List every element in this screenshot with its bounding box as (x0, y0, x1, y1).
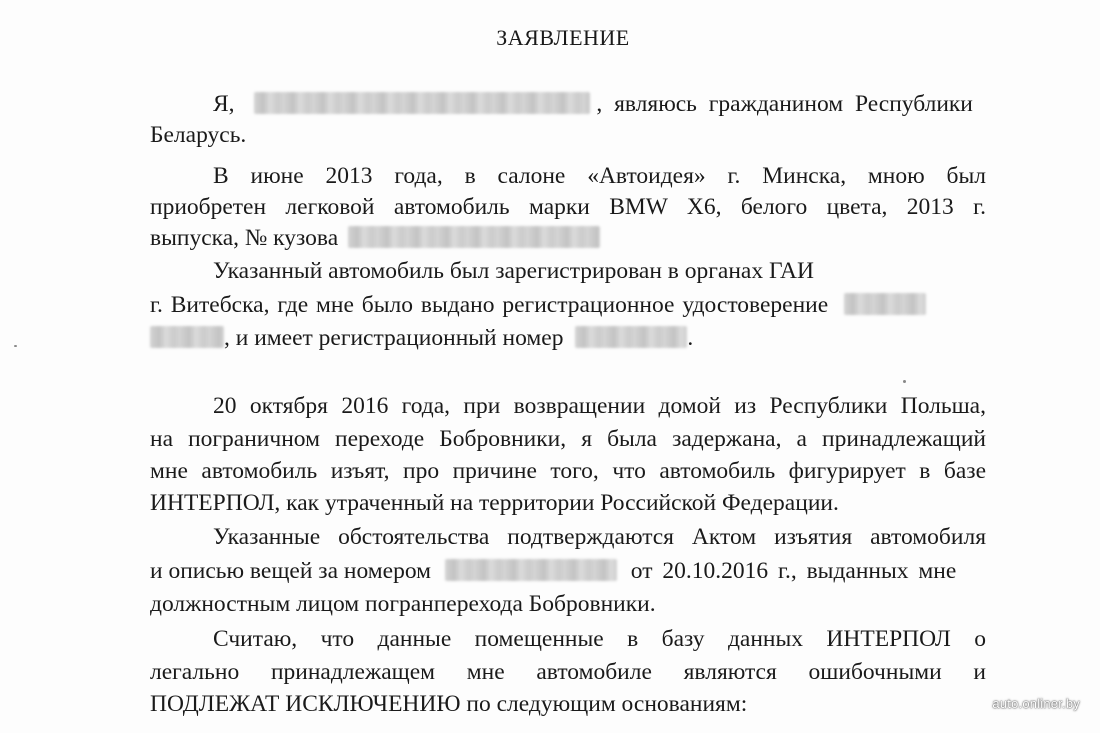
scan-speck (903, 380, 906, 383)
text-fragment: г. Витебска, где мне было выдано регистрационное удостоверение (150, 292, 829, 318)
paragraph-3-line-3 (150, 323, 986, 354)
text-fragment: и описью вещей за номером (150, 558, 431, 584)
redacted-certificate-number (844, 293, 926, 315)
document-title: ЗАЯВЛЕНИЕ (496, 25, 630, 50)
text-fragment: , являюсь гражданином Республики (596, 91, 973, 117)
paragraph-2-line-2: приобретен легковой автомобиль марки BMW X6, белого цвета, 2013 г. (150, 194, 986, 220)
scan-speck (14, 345, 17, 347)
paragraph-5-line-1: Указанные обстоятельства подтверждаются Актом изъятия автомобиля (213, 524, 986, 550)
paragraph-4-line-1: 20 октября 2016 года, при возвращении домой из Республики Польша, (213, 393, 986, 419)
paragraph-5-line-2 (150, 556, 986, 587)
redacted-certificate-number-2 (150, 326, 224, 348)
text-fragment: выпуска, № кузова (150, 225, 339, 251)
paragraph-6-line-1: Считаю, что данные помещенные в базу данных ИНТЕРПОЛ о (213, 626, 986, 652)
redacted-vin (348, 226, 600, 248)
paragraph-1-line-1 (213, 89, 986, 120)
paragraph-4-line-2: на пограничном переходе Бобровники, я была задержана, а принадлежащий (150, 426, 986, 452)
paragraph-3-line-2 (150, 290, 986, 321)
paragraph-3-line-1: Указанный автомобиль был зарегистрирован в органах ГАИ (213, 258, 814, 284)
paragraph-2-line-1: В июне 2013 года, в салоне «Автоидея» г. Минска, мною был (213, 163, 986, 189)
paragraph-4-line-4: ИНТЕРПОЛ, как утраченный на территории Российской Федерации. (150, 490, 839, 516)
paragraph-6-line-3: ПОДЛЕЖАТ ИСКЛЮЧЕНИЮ по следующим основаниям: (150, 691, 748, 717)
redacted-plate-number (575, 326, 687, 348)
site-watermark: auto.onliner.by (992, 696, 1080, 711)
redacted-name (254, 92, 590, 114)
redacted-act-number (445, 559, 617, 581)
paragraph-4-line-3: мне автомобиль изъят, про причине того, что автомобиль фигурирует в базе (150, 458, 986, 484)
text-fragment: Я, (213, 91, 235, 117)
paragraph-2-line-3 (150, 223, 986, 254)
text-fragment: . (687, 325, 694, 351)
text-fragment: , и имеет регистрационный номер (224, 325, 564, 351)
text-fragment: от 20.10.2016 г., выданных мне (630, 558, 957, 584)
paragraph-1-line-2: Беларусь. (150, 122, 247, 148)
paragraph-5-line-3: должностным лицом погранперехода Бобровники. (150, 591, 656, 617)
paragraph-6-line-2: легально принадлежащем мне автомобиле являются ошибочными и (150, 659, 986, 685)
